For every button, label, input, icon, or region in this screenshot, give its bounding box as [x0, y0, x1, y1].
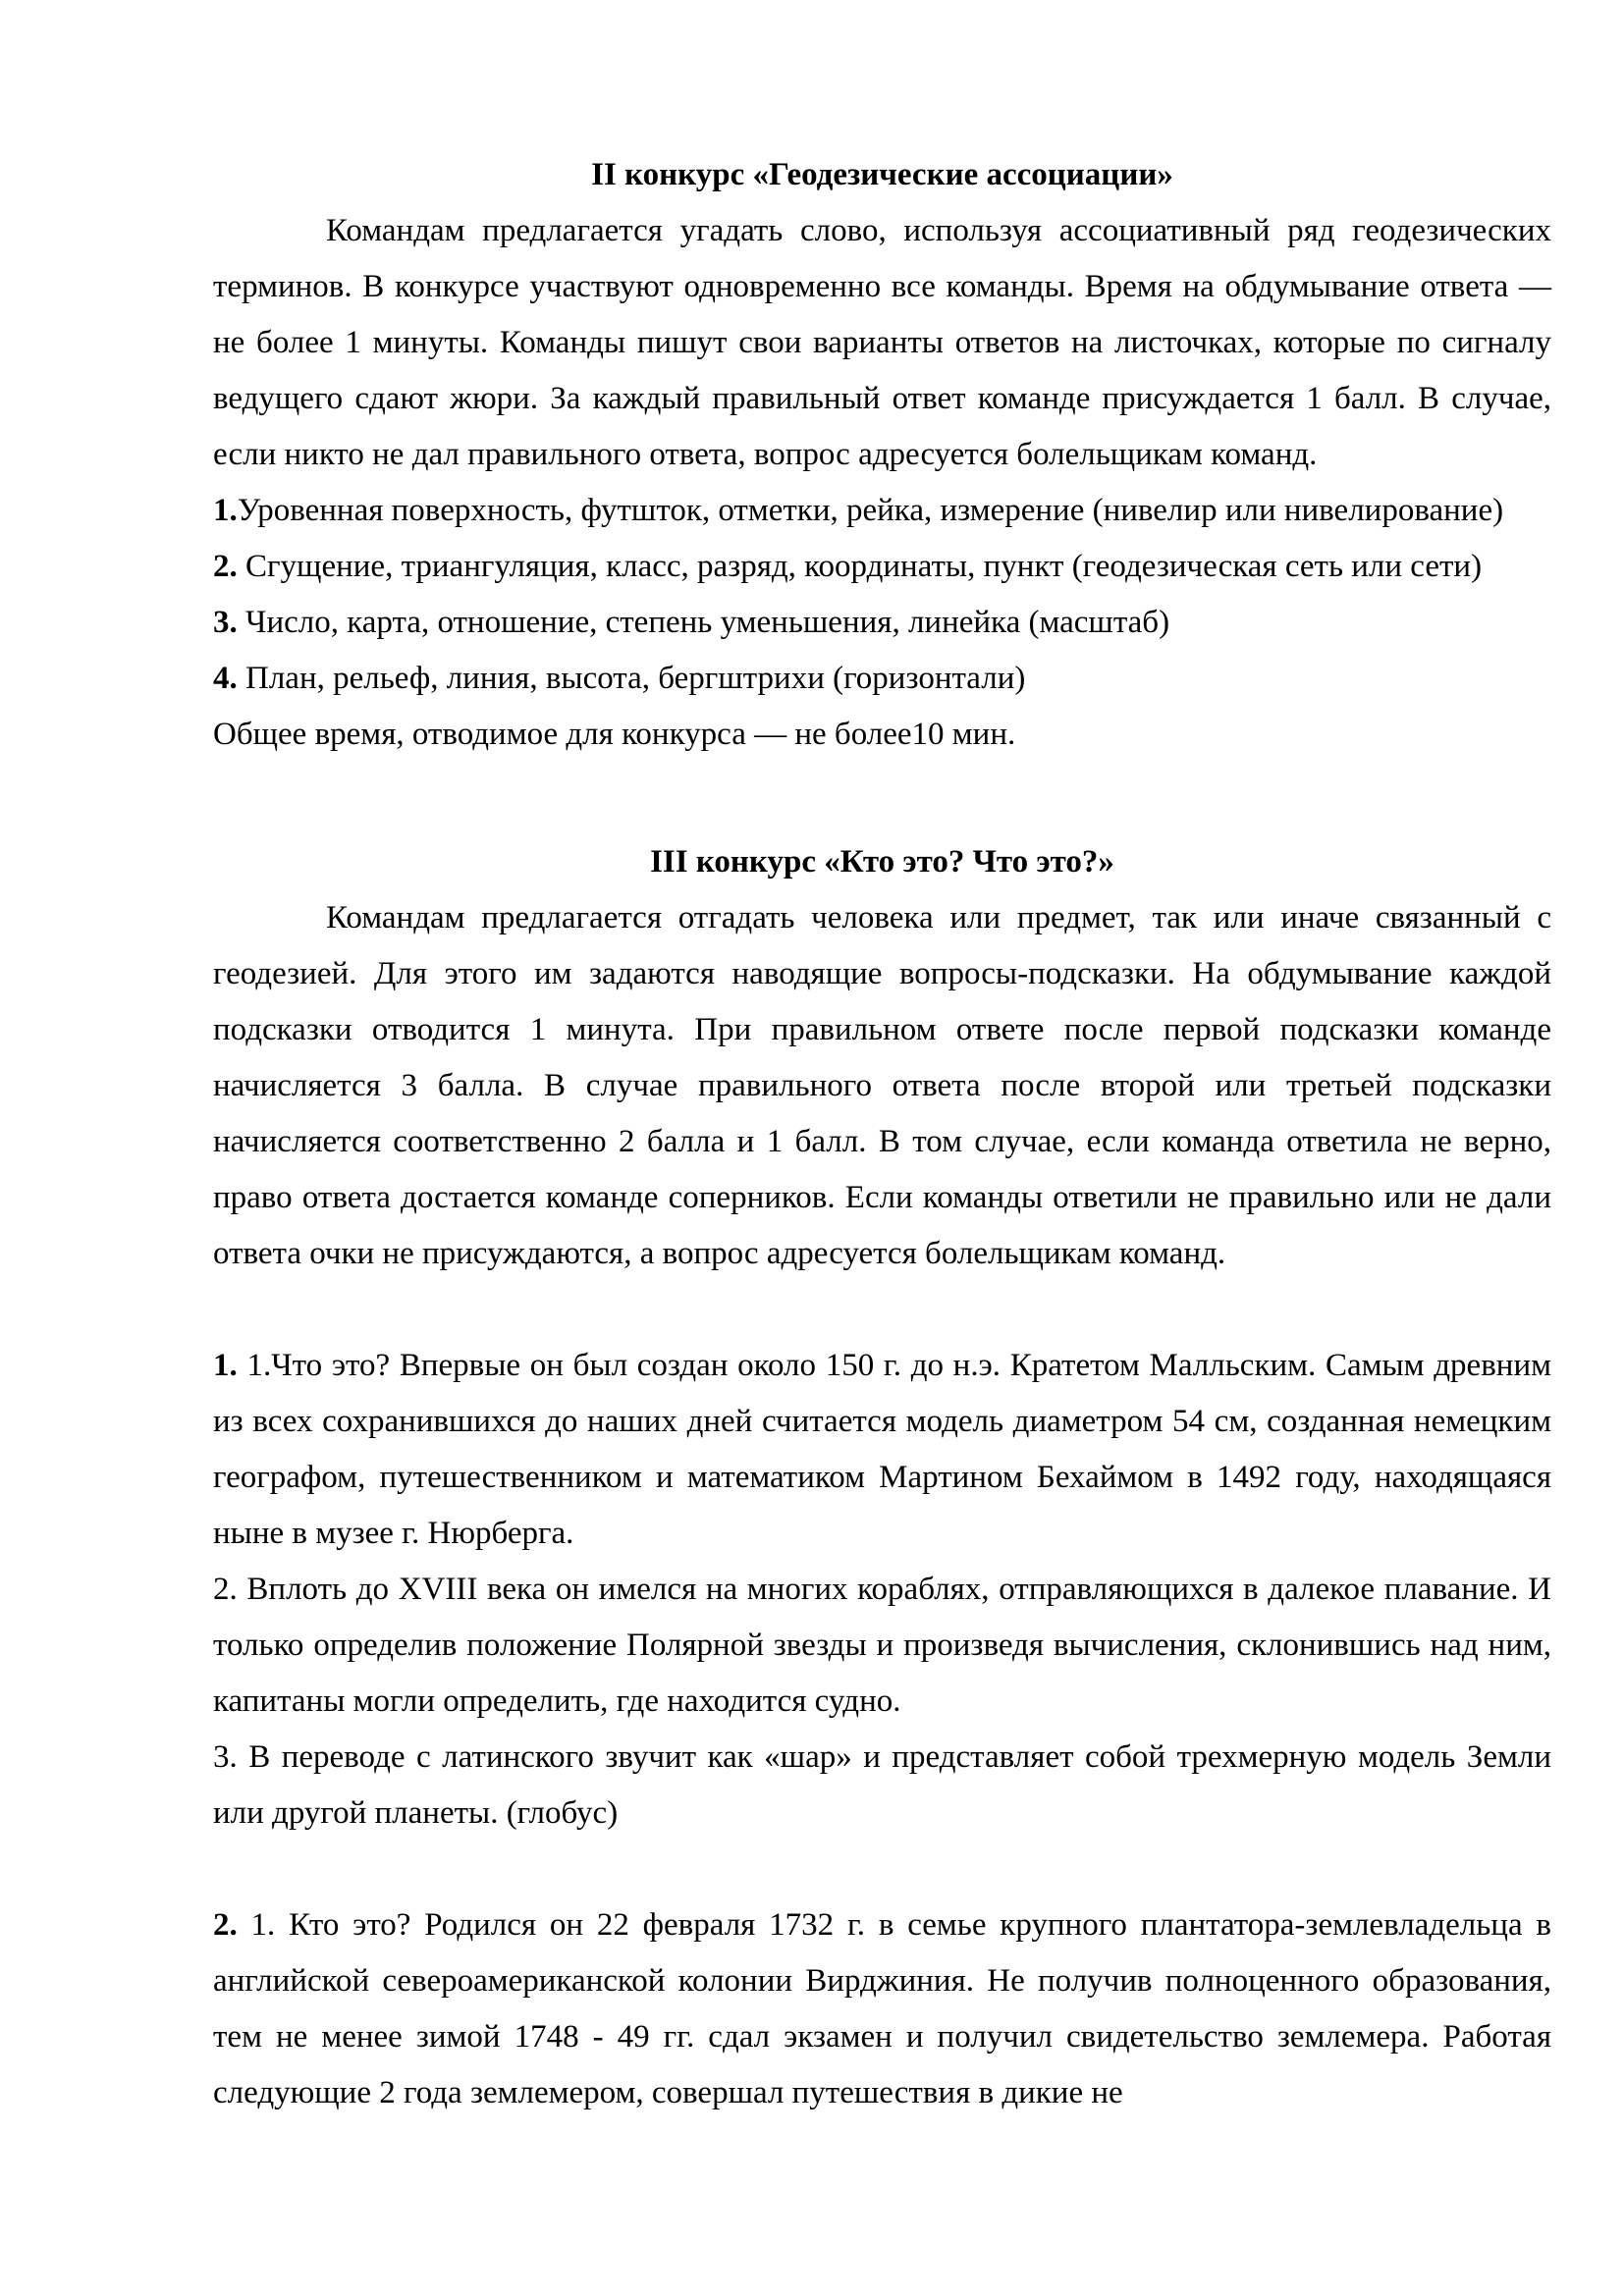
association-item-1	[213, 483, 1551, 539]
association-item-4-number: 4.	[213, 661, 245, 696]
section-3-title: III конкурс «Кто это? Что это?»	[650, 844, 1114, 880]
question-1-clue-3: 3. В переводе с латинского звучит как «шар» и представляет собой трехмерную модель Земли или другой планеты. (глобус)	[213, 1739, 1551, 1831]
association-item-3	[213, 595, 1551, 651]
document-content	[213, 147, 1551, 2121]
question-1-number: 1.	[213, 1348, 238, 1383]
section-2-title: II конкурс «Геодезические ассоциации»	[591, 157, 1173, 192]
question-2-clue-1-text: 1. Кто это? Родился он 22 февраля 1732 г. в семье крупного плантатора-землевладельца в английской североамериканской колонии Вирджиния. Не получив полноценного образования, тем не менее зимой 1748 - 49 гг. сдал экзамен и получил свидетельство землемера. Работая следующие 2 года землемером, совершал путешествия в дикие не	[213, 1907, 1551, 2110]
section-2-intro: Командам предлагается угадать слово, используя ассоциативный ряд геодезических терминов. В конкурсе участвуют одновременно все команды. Время на обдумывание ответа — не более 1 минуты. Команды пишут свои варианты ответов на листочках, которые по сигналу ведущего сдают жюри. За каждый правильный ответ команде присуждается 1 балл. В случае, если никто не дал правильного ответа, вопрос адресуется болельщикам команд.	[213, 213, 1551, 472]
section-3-intro: Командам предлагается отгадать человека или предмет, так или иначе связанный с геодезией. Для этого им задаются наводящие вопросы-подсказки. На обдумывание каждой подсказки отводится 1 минута. При правильном ответе после первой подсказки команде начисляется 3 балла. В случае правильного ответа после второй или третьей подсказки начисляется соответственно 2 балла и 1 балл. В том случае, если команда ответила не верно, право ответа достается команде соперников. Если команды ответили не правильно или не дали ответа очки не присуждаются, а вопрос адресуется болельщикам команд.	[213, 900, 1551, 1271]
association-item-3-number: 3.	[213, 605, 245, 640]
section-2-time-note: Общее время, отводимое для конкурса — не более10 мин.	[213, 717, 1016, 752]
question-1-clue-1-text: 1.Что это? Впервые он был создан около 150 г. до н.э. Кратетом Малльским. Самым древним из всех сохранившихся до наших дней считается модель диаметром 54 см, созданная немецким географом, путешественником и математиком Мартином Бехаймом в 1492 году, находящаяся ныне в музее г. Нюрберга.	[213, 1348, 1551, 1551]
association-item-4	[213, 651, 1551, 707]
association-item-4-text: План, рельеф, линия, высота, бергштрихи (горизонтали)	[245, 661, 1026, 696]
association-item-1-text: Уровенная поверхность, футшток, отметки, рейка, измерение (нивелир или нивелирование)	[237, 493, 1504, 528]
association-item-2-text: Сгущение, триангуляция, класс, разряд, координаты, пункт (геодезическая сеть или сети)	[245, 549, 1483, 584]
association-item-2	[213, 539, 1551, 595]
question-1-clue-2: 2. Вплоть до XVIII века он имелся на многих кораблях, отправляющихся в далекое плавание. И только определив положение Полярной звезды и произведя вычисления, склонившись над ним, капитаны могли определить, где находится судно.	[213, 1572, 1551, 1719]
question-2-number: 2.	[213, 1907, 238, 1943]
association-item-1-number: 1.	[213, 493, 238, 528]
association-item-3-text: Число, карта, отношение, степень уменьшения, линейка (масштаб)	[245, 605, 1170, 640]
question-2-clue-1	[213, 1897, 1551, 2121]
association-item-2-number: 2.	[213, 549, 245, 584]
question-1-clue-1	[213, 1338, 1551, 1562]
